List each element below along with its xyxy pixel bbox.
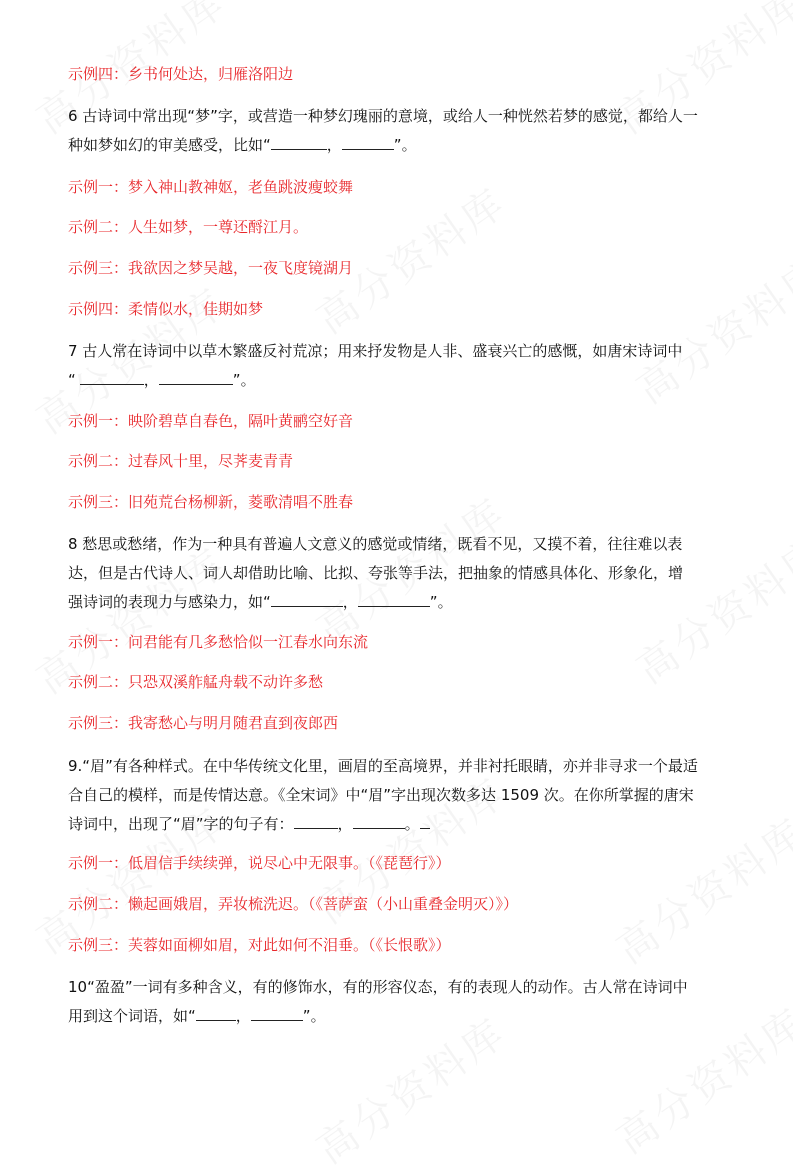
answer-blank bbox=[420, 814, 430, 829]
answer-example: 示例四：柔情似水，佳期如梦 bbox=[68, 300, 264, 318]
question-fragment: 。 bbox=[404, 815, 420, 833]
answer-blank bbox=[159, 370, 233, 385]
answer-blank bbox=[353, 814, 405, 829]
question-fragment: ”。 bbox=[302, 1007, 326, 1025]
answer-blank bbox=[251, 1006, 303, 1021]
question-fragment: ， bbox=[235, 1007, 251, 1025]
question-text: 6 古诗词中常出现“梦”字，或营造一种梦幻瑰丽的意境，或给人一种恍然若梦的感觉，都给人一 bbox=[68, 107, 698, 125]
question-text: 合自己的模样，而是传情达意。《全宋词》中“眉”字出现次数多达 1509 次。在你所掌握的唐宋 bbox=[68, 786, 694, 804]
question-fragment: ”。 bbox=[393, 136, 417, 154]
question-text: 8 愁思或愁绪，作为一种具有普遍人文意义的感觉或情绪，既看不见，又摸不着，往往难以表 bbox=[68, 535, 683, 553]
answer-example: 示例三：我寄愁心与明月随君直到夜郎西 bbox=[68, 714, 339, 732]
question-fragment: 种如梦如幻的审美感受，比如“ bbox=[68, 136, 271, 154]
answer-example: 示例三：我欲因之梦吴越，一夜飞度镜湖月 bbox=[68, 259, 354, 277]
answer-example: 示例一：映阶碧草自春色，隔叶黄鹂空好音 bbox=[68, 412, 354, 430]
question-fragment: 强诗词的表现力与感染力，如“ bbox=[68, 593, 271, 611]
answer-blank bbox=[271, 592, 343, 607]
answer-blank bbox=[196, 1006, 236, 1021]
answer-example: 示例二：只恐双溪舴艋舟载不动许多愁 bbox=[68, 673, 324, 691]
answer-example: 示例三：旧苑荒台杨柳新，菱歌清唱不胜春 bbox=[68, 493, 354, 511]
question-fragment: ”。 bbox=[232, 371, 256, 389]
question-fragment: ， bbox=[337, 815, 353, 833]
question-text bbox=[68, 135, 728, 155]
answer-blank bbox=[271, 135, 327, 150]
question-fragment: 用到这个词语，如“ bbox=[68, 1007, 196, 1025]
question-fragment: ”。 bbox=[429, 593, 453, 611]
answer-example: 示例三：芙蓉如面柳如眉，对此如何不泪垂。（《长恨歌》） bbox=[68, 936, 451, 954]
question-text: 9.“眉”有各种样式。在中华传统文化里，画眉的至高境界，并非衬托眼睛，亦并非寻求一个最适 bbox=[68, 757, 698, 775]
answer-example: 示例四：乡书何处达，归雁洛阳边 bbox=[68, 65, 294, 83]
question-fragment: ， bbox=[342, 593, 358, 611]
watermark bbox=[304, 1002, 517, 1175]
answer-blank bbox=[80, 370, 144, 385]
answer-example: 示例二：人生如梦，一尊还酹江月。 bbox=[68, 218, 309, 236]
question-fragment: ， bbox=[143, 371, 159, 389]
question-text: 达，但是古代诗人、词人却借助比喻、比拟、夸张等手法，把抽象的情感具体化、形象化，增 bbox=[68, 564, 684, 582]
answer-blank bbox=[294, 814, 338, 829]
answer-example: 示例二：过春风十里，尽荠麦青青 bbox=[68, 452, 294, 470]
question-text: 10“盈盈”一词有多种含义，有的修饰水，有的形容仪态，有的表现人的动作。古人常在诗词中 bbox=[68, 978, 688, 996]
question-text bbox=[68, 814, 728, 834]
question-text bbox=[68, 592, 728, 612]
answer-example: 示例一：问君能有几多愁恰似一江春水向东流 bbox=[68, 633, 369, 651]
question-text: 7 古人常在诗词中以草木繁盛反衬荒凉；用来抒发物是人非、盛衰兴亡的感慨，如唐宋诗词中 bbox=[68, 342, 683, 360]
question-text bbox=[68, 370, 728, 390]
question-text bbox=[68, 1006, 728, 1026]
answer-example: 示例一：梦入神山教神妪，老鱼跳波瘦蛟舞 bbox=[68, 178, 354, 196]
question-fragment: ， bbox=[326, 136, 342, 154]
answer-blank bbox=[358, 592, 430, 607]
answer-blank bbox=[342, 135, 394, 150]
question-fragment: 诗词中，出现了“眉”字的句子有： bbox=[68, 815, 294, 833]
question-fragment: “ bbox=[68, 371, 76, 389]
answer-example: 示例二：懒起画娥眉，弄妆梳洗迟。（《菩萨蛮（小山重叠金明灭）》） bbox=[68, 895, 519, 913]
answer-example: 示例一：低眉信手续续弹，说尽心中无限事。（《琵琶行》） bbox=[68, 854, 451, 872]
